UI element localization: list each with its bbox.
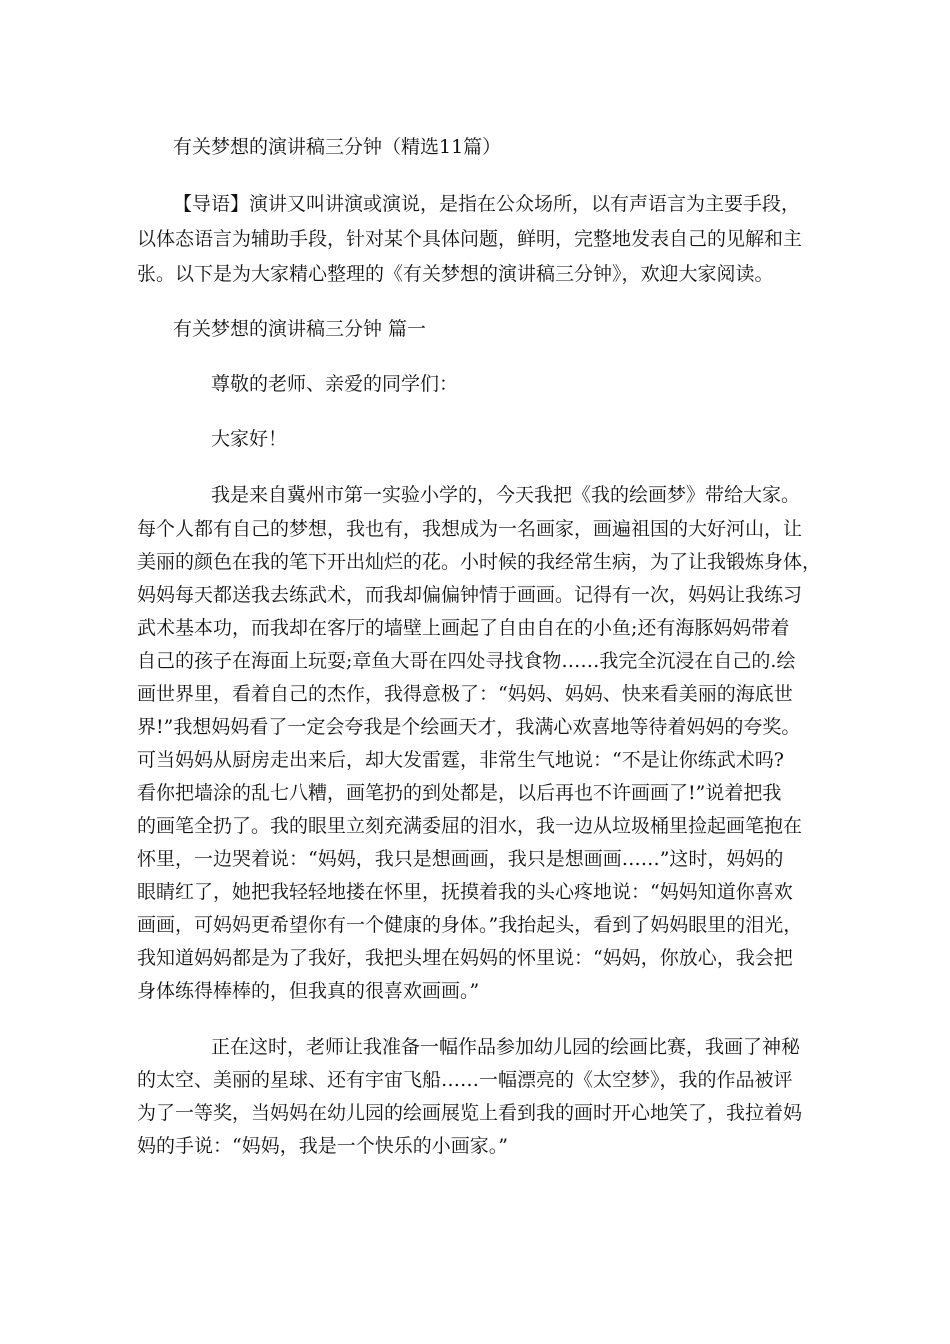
body-line: 武术基本功，而我却在客厅的墙壁上画起了自由自在的小鱼;还有海豚妈妈带着 <box>137 617 790 639</box>
body-line: 界!”我想妈妈看了一定会夸我是个绘画天才，我满心欢喜地等待着妈妈的夸奖。 <box>137 716 801 738</box>
greeting: 大家好！ <box>211 428 288 450</box>
body-line: 身体练得棒棒的，但我真的很喜欢画画。” <box>137 980 480 1002</box>
intro-line: 【导语】演讲又叫讲演或演说，是指在公众场所，以有声语言为主要手段， <box>173 193 801 215</box>
document-title: 有关梦想的演讲稿三分钟（精选11篇） <box>173 136 502 158</box>
intro-line: 以体态语言为辅助手段，针对某个具体问题，鲜明，完整地发表自己的见解和主 <box>137 228 803 250</box>
intro-line: 张。以下是为大家精心整理的《有关梦想的演讲稿三分钟》，欢迎大家阅读。 <box>137 263 774 285</box>
body-line: 每个人都有自己的梦想，我也有，我想成为一名画家，画遍祖国的大好河山，让 <box>137 518 803 540</box>
body-line: 妈的手说：“妈妈，我是一个快乐的小画家。” <box>137 1135 508 1157</box>
body-line: 为了一等奖，当妈妈在幼儿园的绘画展览上看到我的画时开心地笑了，我拉着妈 <box>137 1102 803 1124</box>
section-heading: 有关梦想的演讲稿三分钟 篇一 <box>173 318 427 340</box>
body-line: 看你把墙涂的乱七八糟，画笔扔的到处都是，以后再也不许画画了!”说着把我 <box>137 782 782 804</box>
body-line: 怀里，一边哭着说：“妈妈，我只是想画画，我只是想画画……”这时，妈妈的 <box>137 848 784 870</box>
body-line: 画世界里，看着自己的杰作，我得意极了：“妈妈、妈妈、快来看美丽的海底世 <box>137 683 793 705</box>
body-line: 正在这时，老师让我准备一幅作品参加幼儿园的绘画比赛，我画了神秘 <box>211 1036 801 1058</box>
body-line: 自己的孩子在海面上玩耍;章鱼大哥在四处寻找食物……我完全沉浸在自己的.绘 <box>137 650 796 672</box>
body-line: 的太空、美丽的星球、还有宇宙飞船……一幅漂亮的《太空梦》，我的作品被评 <box>137 1069 793 1091</box>
body-line: 画画，可妈妈更希望你有一个健康的身体。”我抬起头，看到了妈妈眼里的泪光， <box>137 914 803 936</box>
body-line: 妈妈每天都送我去练武术，而我却偏偏钟情于画画。记得有一次，妈妈让我练习 <box>137 584 803 606</box>
body-line: 美丽的颜色在我的笔下开出灿烂的花。小时候的我经常生病，为了让我锻炼身体， <box>137 551 822 573</box>
body-line: 我是来自冀州市第一实验小学的，今天我把《我的绘画梦》带给大家。 <box>211 484 801 506</box>
body-line: 的画笔全扔了。我的眼里立刻充满委屈的泪水，我一边从垃圾桶里捡起画笔抱在 <box>137 815 803 837</box>
body-line: 眼睛红了，她把我轻轻地搂在怀里，抚摸着我的头心疼地说：“妈妈知道你喜欢 <box>137 881 793 903</box>
salutation: 尊敬的老师、亲爱的同学们： <box>211 373 459 395</box>
body-line: 我知道妈妈都是为了我好，我把头埋在妈妈的怀里说：“妈妈，你放心，我会把 <box>137 947 793 969</box>
body-line: 可当妈妈从厨房走出来后，却大发雷霆，非常生气地说：“不是让你练武术吗? <box>137 749 784 771</box>
